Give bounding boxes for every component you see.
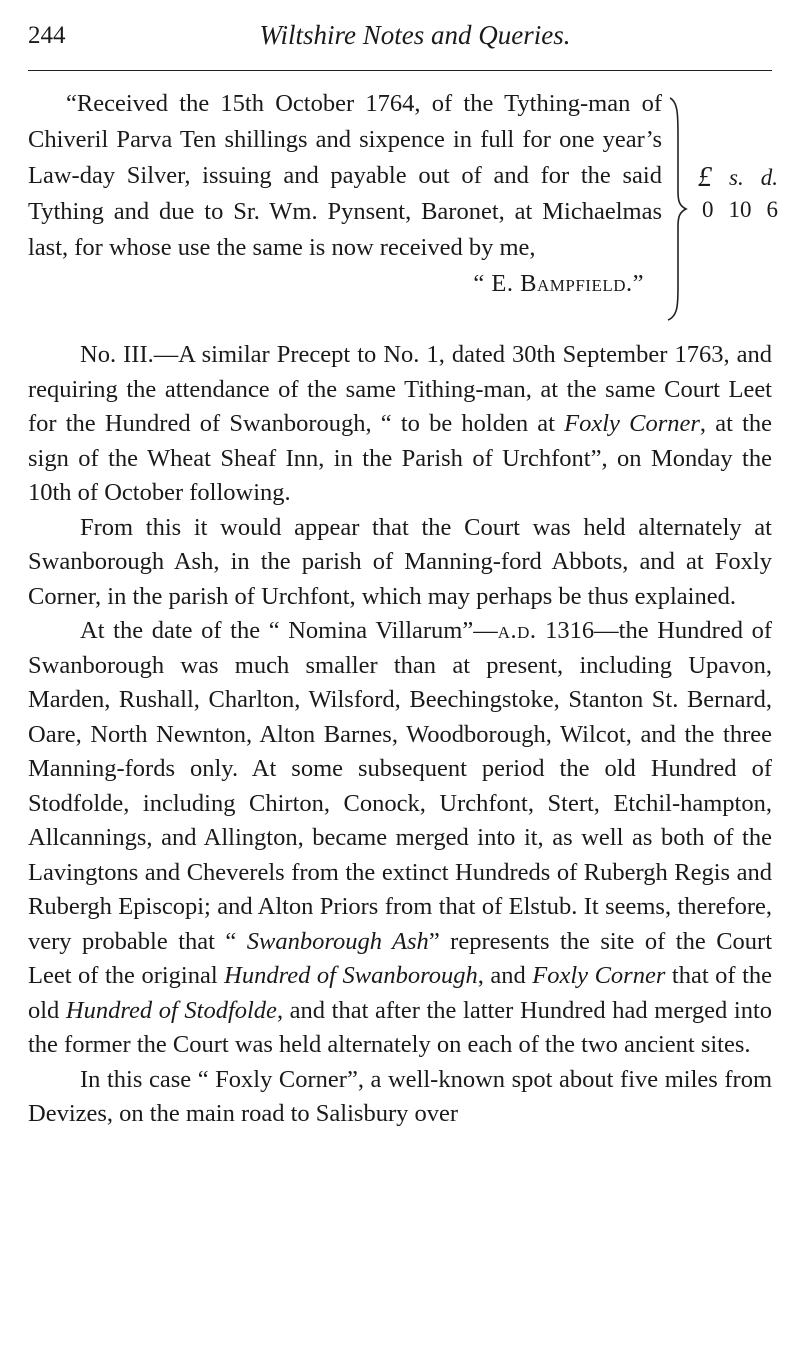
shillings-value: 10 <box>728 197 752 222</box>
paragraph-text: No. III.—A similar Precept to No. 1, dated 30th September 1763, and requiring the attendance of the same Tithing-man, at the same Court Leet for the Hundred of Swanborough, “ to be holden at <box>28 341 772 437</box>
paragraph-court-alternation: From this it would appear that the Court was held alternately at Swanborough Ash, in the parish of Manning-ford Abbots, and at Foxly Corner, in the parish of Urchfont, which may perhaps be thus explained. <box>28 513 772 610</box>
italic-place-name: Hundred of Stodfolde <box>65 996 277 1024</box>
right-brace <box>664 96 690 322</box>
era-abbreviation: a.d. <box>497 617 537 644</box>
paragraph-text: , at the sign of the Wheat Sheaf Inn, in the Parish of Urchfont”, on Monday the 10th of October following. <box>28 410 772 506</box>
paragraph-text: ” represents the site of the Court Leet of the original <box>28 927 773 989</box>
running-title: Wiltshire Notes and Queries. <box>259 20 571 50</box>
paragraph-nomina-villarum <box>28 614 772 1063</box>
header-rule <box>28 70 772 71</box>
page-header <box>28 20 772 56</box>
shilling-unit: s. <box>729 165 744 190</box>
paragraph-foxly-corner: In this case “ Foxly Corner”, a well-known spot about five miles from Devizes, on the main road to Salisbury over <box>28 1065 772 1127</box>
currency-units <box>698 162 778 194</box>
paragraph-text: At the date of the “ Nomina Villarum”— <box>80 617 498 644</box>
amount-values <box>698 194 778 226</box>
paragraph-text: that of the old <box>28 962 773 1024</box>
pence-value: 6 <box>766 197 778 222</box>
body-text <box>28 338 772 1132</box>
italic-place-name: Foxly Corner <box>532 962 666 989</box>
paragraph-text: , and that after the latter Hundred had merged into the former the Court was held alternately on each of the two ancient sites. <box>28 996 773 1058</box>
pence-unit: d. <box>760 165 778 190</box>
pounds-value: 0 <box>702 197 714 222</box>
page-number: 244 <box>28 22 66 49</box>
paragraph-no-iii <box>28 338 772 511</box>
pound-unit: £ <box>698 162 712 193</box>
receipt-amount <box>698 162 778 226</box>
receipt-quotation <box>28 86 662 302</box>
italic-place-name: Foxly Corner <box>564 410 700 437</box>
receipt-signature: “ E. Bampfield.” <box>473 270 644 297</box>
paragraph-text: , and <box>477 962 533 989</box>
receipt-text: “Received the 15th October 1764, of the Tything-man of Chiveril Parva Ten shillings and sixpence in full for one year’s Law-day Silver, issuing and payable out of and for the said Tything and due to Sr. Wm. Pynsent, Baronet, at Michaelmas last, for whose use the same is now received by me, <box>28 90 662 261</box>
italic-place-name: Hundred of Swanborough <box>224 962 478 989</box>
italic-place-name: Swanborough Ash <box>246 927 429 955</box>
paragraph-text: 1316—the Hundred of Swanborough was much smaller than at present, including Upavon, Marden, Rushall, Charlton, Wilsford, Beechingstoke, Stanton St. Bernard, Oare, North Newnton, Alton Barnes, Woodborough, Wilcot, and the three Manning-fords only. At some subsequent period the old Hundred of Stodfolde, including Chirton, Conock, Urchfont, Stert, Etchil-hampton, Allcannings, and Allington, became merged into it, as well as both of the Lavingtons and Cheverels from the extinct Hundreds of Rubergh Regis and Rubergh Episcopi; and Alton Priors from that of Elstub. It seems, therefore, very probable that “ <box>28 617 772 955</box>
